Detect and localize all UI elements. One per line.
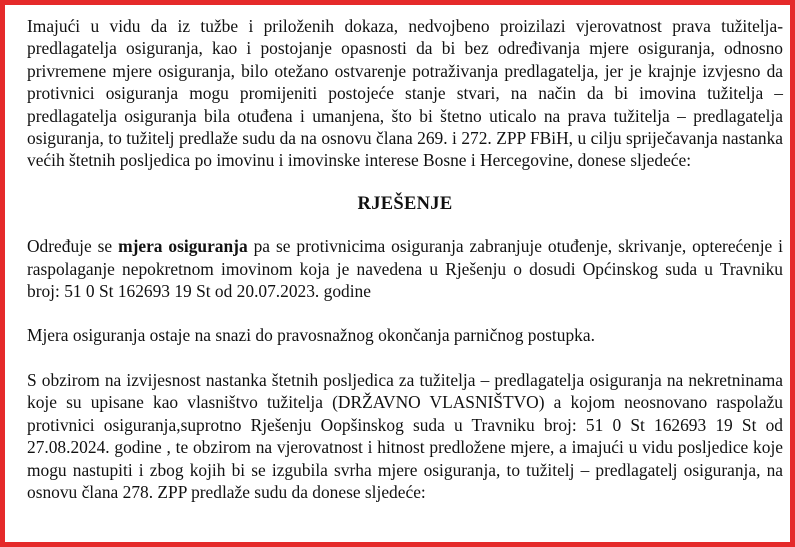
paragraph-ruling <box>27 235 783 302</box>
ruling-text-start: Određuje se <box>27 236 119 257</box>
ruling-text-end: pa se protivnicima osiguranja zabranjuje otuđenje, skrivanje, opterećenje i raspolaganje nepokretnom imovinom koja je navedena u Rješenju o dosudi Općinskog suda u Travniku broj: 51 0 St 162693 19 St od 20.07.2023. godine <box>27 236 784 302</box>
ruling-bold-phrase: mjera osiguranja <box>118 236 248 257</box>
paragraph-reasoning: Imajući u vidu da iz tužbe i priloženih dokaza, nedvojbeno proizilazi vjerovatnost prava tužitelja-predlagatelja osiguranja, kao i postojanje opasnosti da bi bez određivanja mjere osiguranja, odnosno privremene mjere osiguranja, bilo otežano ostvarenje potraživanja predlagatelja, jer je krajnje izvjesno da protivnici osiguranja mogu promijeniti postojeće stanje stvari, na način da bi imovina tužitelja – predlagatelja osiguranja bila otuđena i umanjena, što bi štetno uticalo na prava tužitelja – predlagatelja osiguranja, to tužitelj predlaže sudu da na osnovu člana 269. i 272. ZPP FBiH, u cilju spriječavanja nastanka većih štetnih posljedica po imovinu i imovinske interese Bosne i Hercegovine, donese sljedeće: <box>27 16 783 171</box>
document-body <box>27 15 783 503</box>
paragraph-duration: Mjera osiguranja ostaje na snazi do pravosnažnog okončanja parničnog postupka. <box>27 325 595 346</box>
document-heading: RJEŠENJE <box>357 193 453 214</box>
paragraph-urgency: S obzirom na izvijesnost nastanka štetnih posljedica za tužitelja – predlagatelja osiguranja na nekretninama koje su upisane kao vlasništvo tužitelja (DRŽAVNO VLASNIŠTVO) a kojom neosnovano raspolažu protivnici osiguranja,suprotno Rješenju Oopšinskog suda u Travniku broj: 51 0 St 162693 19 St od 27.08.2024. godine , te obzirom na vjerovatnost i hitnost predložene mjere, a imajući u vidu posljedice koje mogu nastupiti i zbog kojih bi se izgubila svrha mjere osiguranja, to tužitelj – predlagatelj osiguranja, na osnovu člana 278. ZPP predlaže sudu da donese sljedeće: <box>27 369 783 502</box>
